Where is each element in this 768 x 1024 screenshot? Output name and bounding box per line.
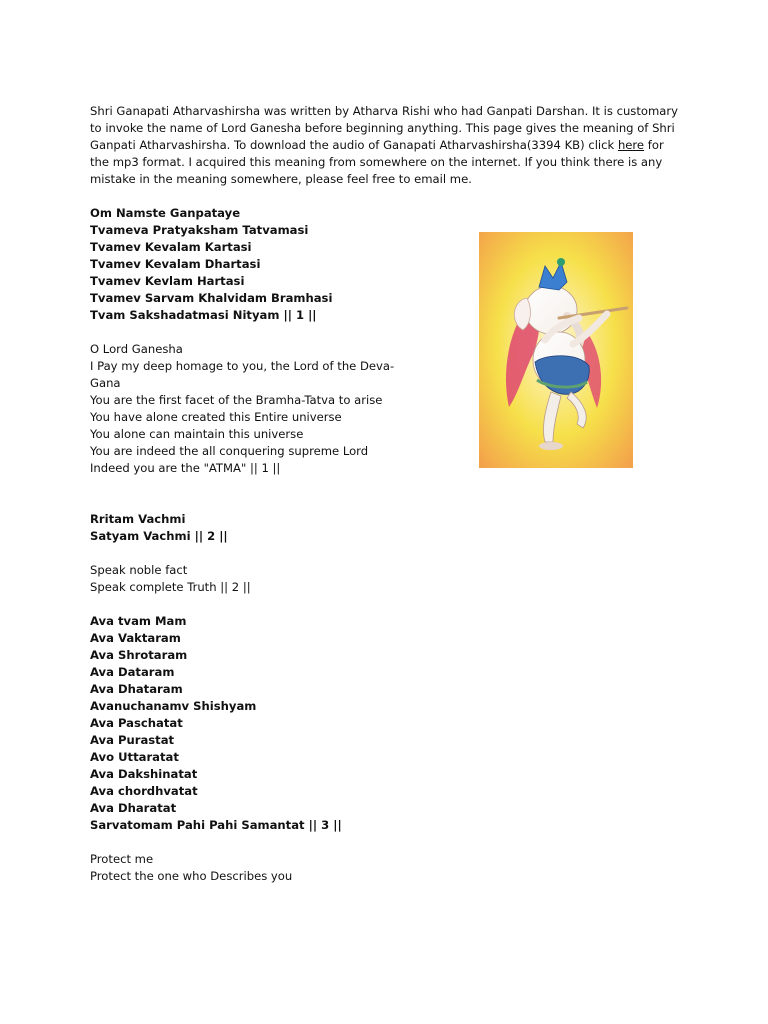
meaning-line: You are the first facet of the Bramha-Tatva to arise bbox=[90, 393, 383, 407]
ganesha-icon bbox=[479, 232, 633, 468]
verse-line: Ava Paschatat bbox=[90, 716, 183, 730]
meaning-line: Indeed you are the "ATMA" || 1 || bbox=[90, 461, 281, 475]
verse-line: Tvam Sakshadatmasi Nityam || 1 || bbox=[90, 308, 317, 322]
intro-text: for bbox=[644, 138, 664, 152]
intro-line: mistake in the meaning somewhere, please feel free to email me. bbox=[90, 172, 472, 186]
verse-line: Ava Purastat bbox=[90, 733, 175, 747]
verse-line: Avo Uttaratat bbox=[90, 750, 179, 764]
verse-line: Ava chordhvatat bbox=[90, 784, 198, 798]
verse-line: Tvamev Kevalam Kartasi bbox=[90, 240, 252, 254]
verse-line: Sarvatomam Pahi Pahi Samantat || 3 || bbox=[90, 818, 342, 832]
verse-3-sanskrit bbox=[90, 613, 680, 834]
intro-text: Ganpati Atharvashirsha. To download the audio of Ganapati Atharvashirsha(3394 KB) click bbox=[90, 138, 618, 152]
intro-line: Shri Ganapati Atharvashirsha was written by Atharva Rishi who had Ganpati Darshan. It is customary bbox=[90, 104, 679, 118]
verse-line: Ava Vaktaram bbox=[90, 631, 181, 645]
intro-line: the mp3 format. I acquired this meaning from somewhere on the internet. If you think there is any bbox=[90, 155, 663, 169]
document-page bbox=[90, 103, 680, 885]
meaning-line: Gana bbox=[90, 376, 121, 390]
verse-line: Ava Dakshinatat bbox=[90, 767, 198, 781]
verse-2-meaning bbox=[90, 562, 680, 596]
meaning-line: You alone can maintain this universe bbox=[90, 427, 304, 441]
verse-line: Ava Dharatat bbox=[90, 801, 177, 815]
meaning-line: You are indeed the all conquering supreme Lord bbox=[90, 444, 369, 458]
verse-line: Tvameva Pratyaksham Tatvamasi bbox=[90, 223, 309, 237]
download-link[interactable]: here bbox=[617, 138, 645, 152]
verse-line: Ava Dataram bbox=[90, 665, 175, 679]
ganesha-illustration bbox=[479, 232, 633, 468]
intro-line bbox=[90, 137, 680, 154]
verse-line: Rritam Vachmi bbox=[90, 512, 186, 526]
verse-line: Tvamev Sarvam Khalvidam Bramhasi bbox=[90, 291, 333, 305]
verse-line: Avanuchanamv Shishyam bbox=[90, 699, 257, 713]
meaning-line: Protect the one who Describes you bbox=[90, 869, 293, 883]
meaning-line: Speak noble fact bbox=[90, 563, 188, 577]
verse-line: Ava tvam Mam bbox=[90, 614, 187, 628]
meaning-line: Speak complete Truth || 2 || bbox=[90, 580, 251, 594]
intro-line: to invoke the name of Lord Ganesha before beginning anything. This page gives the meaning of Shri bbox=[90, 121, 675, 135]
verse-line: Ava Shrotaram bbox=[90, 648, 188, 662]
meaning-line: I Pay my deep homage to you, the Lord of the Deva- bbox=[90, 359, 395, 373]
meaning-line: Protect me bbox=[90, 852, 154, 866]
verse-line: Tvamev Kevalam Dhartasi bbox=[90, 257, 261, 271]
meaning-line: O Lord Ganesha bbox=[90, 342, 183, 356]
verse-line: Tvamev Kevlam Hartasi bbox=[90, 274, 245, 288]
meaning-line: You have alone created this Entire universe bbox=[90, 410, 342, 424]
verse-line: Om Namste Ganpataye bbox=[90, 206, 241, 220]
verse-line: Ava Dhataram bbox=[90, 682, 183, 696]
verse-2-sanskrit bbox=[90, 511, 680, 545]
verse-3-meaning bbox=[90, 851, 680, 885]
verse-line: Satyam Vachmi || 2 || bbox=[90, 529, 228, 543]
intro-paragraph bbox=[90, 103, 680, 188]
